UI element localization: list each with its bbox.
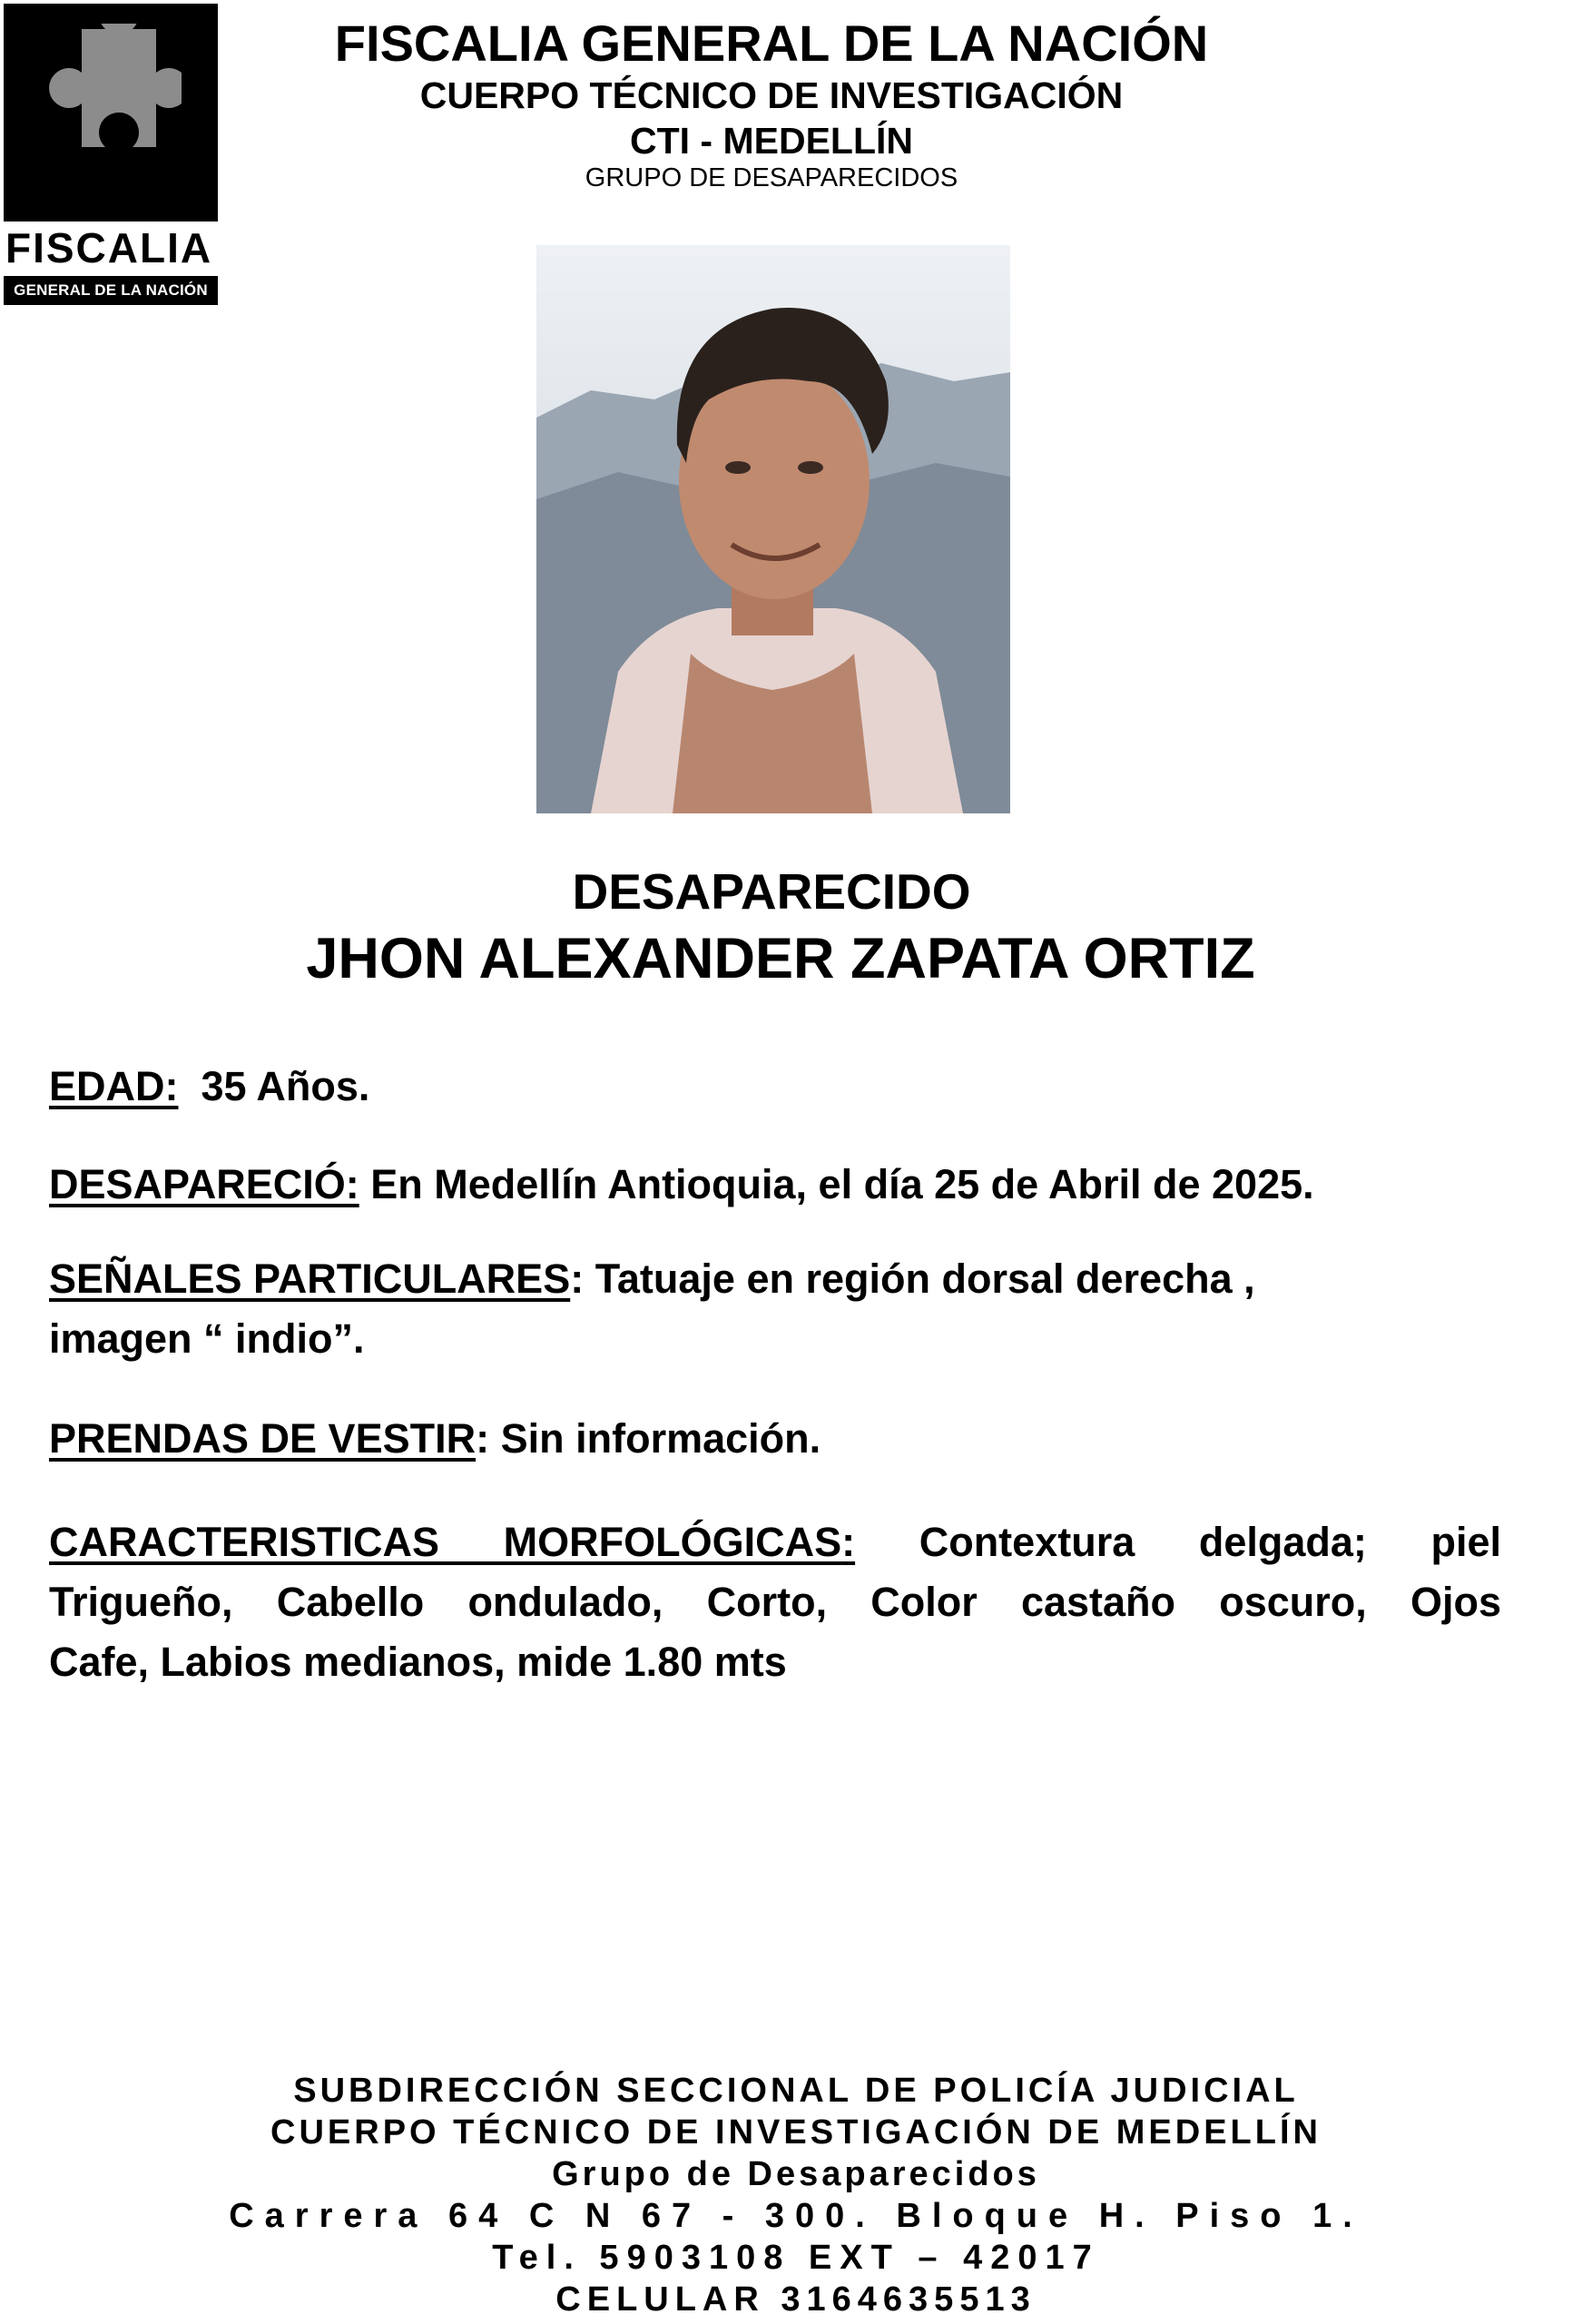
field-value: Sin información.	[500, 1415, 821, 1462]
field-label: PRENDAS DE VESTIR	[49, 1415, 477, 1462]
field-value: Contextura delgada; piel	[919, 1519, 1501, 1565]
carac-line-1	[49, 1512, 1501, 1572]
field-separator: :	[841, 1519, 856, 1565]
header-title: FISCALIA GENERAL DE LA NACIÓN	[334, 15, 1209, 72]
field-label: DESAPARECIÓ:	[49, 1161, 359, 1207]
logo-word: FISCALIA	[5, 224, 213, 271]
field-desaparecio	[49, 1155, 1501, 1215]
missing-person-photo	[536, 245, 1010, 813]
carac-line-3: Cafe, Labios medianos, mide 1.80 mts	[49, 1639, 787, 1685]
carac-line-2: Trigueño, Cabello ondulado, Corto, Color castaño oscuro, Ojos	[49, 1579, 1501, 1625]
header-office: CTI - MEDELLÍN	[629, 120, 914, 162]
footer-line-2: CUERPO TÉCNICO DE INVESTIGACIÓN DE MEDELLÍN	[270, 2113, 1322, 2152]
field-label: EDAD:	[49, 1063, 179, 1109]
header-subtitle: CUERPO TÉCNICO DE INVESTIGACIÓN	[419, 74, 1124, 116]
field-value: 35 Años.	[201, 1063, 370, 1109]
field-value: Tatuaje en región dorsal derecha ,	[595, 1256, 1255, 1302]
field-caracteristicas	[49, 1512, 1501, 1692]
footer-mobile: CELULAR 3164635513	[555, 2280, 1037, 2319]
field-label: CARACTERISTICAS MORFOLÓGICAS	[49, 1519, 842, 1565]
field-prendas	[49, 1409, 1501, 1469]
field-edad	[49, 1057, 1501, 1117]
header-group: GRUPO DE DESAPARECIDOS	[585, 163, 958, 192]
status-heading: DESAPARECIDO	[572, 863, 971, 920]
footer-phone: Tel. 5903108 EXT – 42017	[492, 2239, 1100, 2277]
person-name: JHON ALEXANDER ZAPATA ORTIZ	[306, 927, 1255, 990]
footer-line-1: SUBDIRECCIÓN SECCIONAL DE POLICÍA JUDICIAL	[293, 2072, 1299, 2110]
footer-address: Carrera 64 C N 67 - 300. Bloque H. Piso 1.	[229, 2197, 1363, 2235]
field-value-continued: imagen “ indio”.	[49, 1315, 365, 1362]
field-senales	[49, 1249, 1501, 1369]
field-separator: :	[570, 1256, 585, 1302]
field-label: SEÑALES PARTICULARES	[49, 1256, 571, 1302]
footer-line-3: Grupo de Desaparecidos	[552, 2155, 1040, 2193]
logo-subtitle: GENERAL DE LA NACIÓN	[4, 276, 218, 305]
field-value: En Medellín Antioquia, el día 25 de Abril de 2025.	[370, 1161, 1314, 1207]
field-separator: :	[476, 1415, 490, 1462]
